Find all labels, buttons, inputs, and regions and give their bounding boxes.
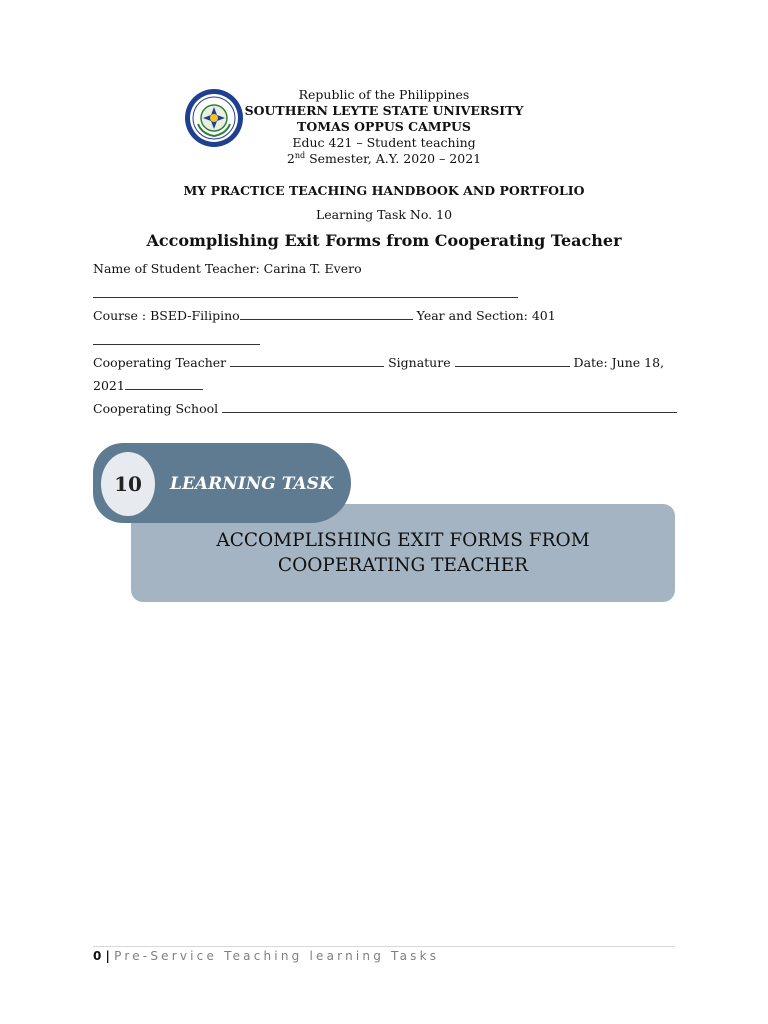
university-name: SOUTHERN LEYTE STATE UNIVERSITY xyxy=(244,103,524,118)
course-code: Educ 421 – Student teaching xyxy=(292,135,476,150)
footer-separator: | xyxy=(101,949,115,963)
page-number: 0 xyxy=(93,949,102,963)
learning-task-label: LEARNING TASK xyxy=(170,474,334,494)
cooperating-teacher-label: Cooperating Teacher xyxy=(93,355,231,370)
student-teacher-label: Name of Student Teacher: Carina T. Evero xyxy=(93,261,362,276)
course-blank-line xyxy=(93,333,260,348)
date-year-line xyxy=(93,378,203,393)
signature-blank[interactable] xyxy=(455,355,570,367)
page-footer xyxy=(93,949,439,963)
date-label: Date: June 18, xyxy=(569,355,664,370)
student-teacher-line xyxy=(93,261,362,276)
course-line xyxy=(93,308,556,323)
course-extra-blank[interactable] xyxy=(93,333,260,345)
page-title: Accomplishing Exit Forms from Cooperating Teacher xyxy=(146,231,622,250)
cooperating-teacher-blank[interactable] xyxy=(230,355,384,367)
date-year: 2021 xyxy=(93,378,125,393)
semester-suffix: nd xyxy=(294,150,306,160)
footer-text: Pre-Service Teaching learning Tasks xyxy=(114,949,440,963)
handbook-title: MY PRACTICE TEACHING HANDBOOK AND PORTFOLIO xyxy=(183,183,585,198)
signature-label: Signature xyxy=(384,355,455,370)
campus-name: TOMAS OPPUS CAMPUS xyxy=(297,119,471,134)
republic-line: Republic of the Philippines xyxy=(298,87,470,102)
task-title-line-2: COOPERATING TEACHER xyxy=(277,555,529,576)
cooperating-school-blank[interactable] xyxy=(222,401,677,413)
date-blank[interactable] xyxy=(125,378,203,390)
cooperating-school-label: Cooperating School xyxy=(93,401,223,416)
student-teacher-blank-line xyxy=(93,286,518,301)
student-teacher-blank[interactable] xyxy=(93,286,518,298)
semester-text: Semester, A.Y. 2020 – 2021 xyxy=(305,151,482,166)
university-header xyxy=(200,87,568,167)
task-title-text xyxy=(131,528,675,578)
cooperating-school-line xyxy=(93,401,677,416)
cooperating-teacher-line xyxy=(93,355,664,370)
course-blank[interactable] xyxy=(240,308,413,320)
semester-number: 2 xyxy=(286,151,295,166)
footer-divider xyxy=(93,946,675,947)
task-number: Learning Task No. 10 xyxy=(315,207,453,222)
task-number-badge: 10 xyxy=(101,452,155,516)
year-section-label: Year and Section: 401 xyxy=(412,308,556,323)
course-label: Course : BSED-Filipino xyxy=(93,308,240,323)
semester-line xyxy=(200,151,568,167)
task-title-line-1: ACCOMPLISHING EXIT FORMS FROM xyxy=(216,530,590,551)
